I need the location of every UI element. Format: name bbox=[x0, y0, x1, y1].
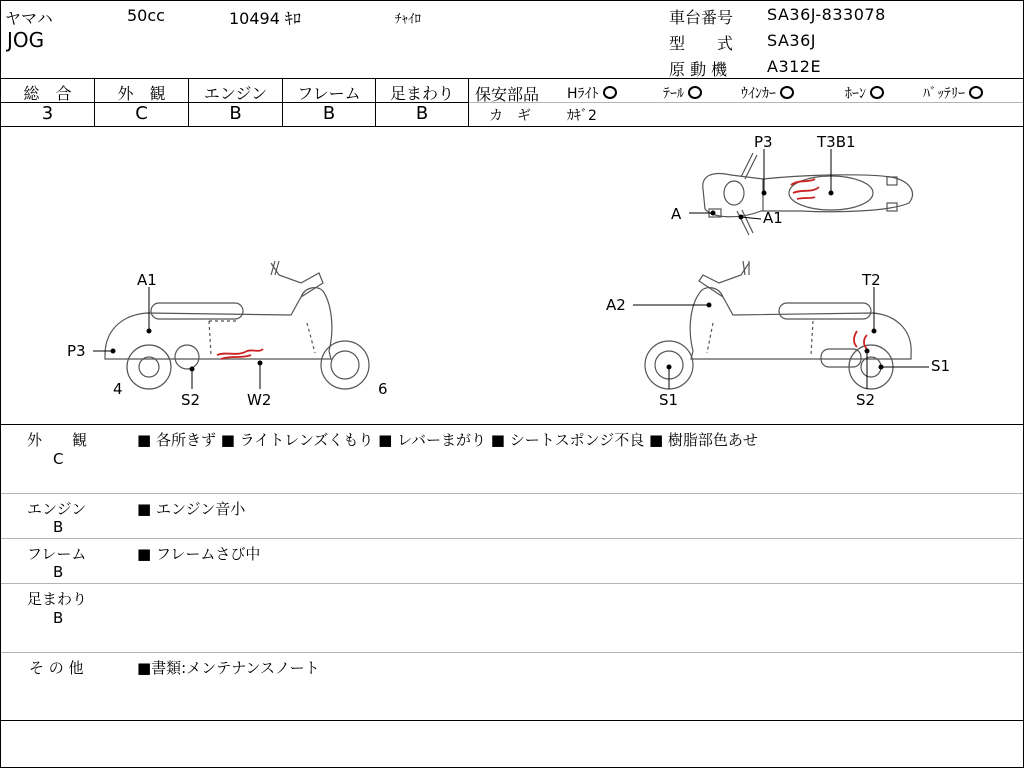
battery-check bbox=[923, 83, 983, 103]
divider bbox=[1, 720, 1023, 721]
headlight-label: Hﾗｲﾄ bbox=[567, 86, 599, 102]
exterior-notes: ■ 各所きず ■ ライトレンズくもり ■ レバーまがり ■ シートスポンジ不良 ■ 樹脂部色あせ bbox=[137, 431, 758, 449]
engine-model-value: A312E bbox=[767, 57, 822, 76]
frame-row-grade: B bbox=[53, 563, 64, 581]
frame-notes: ■ フレームさび中 bbox=[137, 545, 261, 563]
type-value: SA36J bbox=[767, 31, 816, 50]
frame-label: フレーム bbox=[297, 84, 361, 103]
label-a1-top: A1 bbox=[763, 209, 783, 227]
battery-label: ﾊﾞｯﾃﾘｰ bbox=[923, 86, 965, 102]
label-w2: W2 bbox=[247, 391, 272, 409]
engine-model-label: 原 動 機 bbox=[669, 60, 728, 79]
label-s2-left: S2 bbox=[181, 391, 201, 409]
ok-circle-icon bbox=[780, 86, 794, 99]
exterior-grade: C bbox=[135, 103, 148, 124]
suspension-label: 足まわり bbox=[389, 84, 454, 103]
label-a1-left: A1 bbox=[137, 271, 157, 289]
other-notes: ■書類:メンテナンスノート bbox=[137, 659, 320, 677]
leader-lines bbox=[93, 149, 929, 389]
engine-grade: B bbox=[229, 103, 242, 124]
horn-check bbox=[845, 83, 884, 103]
frame-no-value: SA36J-833078 bbox=[767, 5, 886, 24]
divider bbox=[468, 78, 469, 126]
label-t2: T2 bbox=[862, 271, 881, 289]
label-t3b1: T3B1 bbox=[817, 133, 856, 151]
winker-label: ｳｲﾝｶｰ bbox=[741, 86, 776, 102]
engine-notes: ■ エンジン音小 bbox=[137, 500, 246, 518]
engine-row-label: エンジン bbox=[27, 500, 87, 518]
divider bbox=[1, 538, 1023, 539]
suspension-row-label: 足まわり bbox=[27, 590, 88, 608]
ok-circle-icon bbox=[969, 86, 983, 99]
frame-grade: B bbox=[322, 103, 336, 124]
label-s1-right: S1 bbox=[931, 357, 951, 375]
ok-circle-icon bbox=[603, 86, 617, 99]
tail-check bbox=[663, 83, 702, 103]
divider bbox=[1, 583, 1023, 584]
engine-label: エンジン bbox=[203, 84, 268, 103]
label-4: 4 bbox=[113, 380, 123, 398]
suspension-row-grade: B bbox=[53, 609, 64, 627]
type-label: 型 式 bbox=[669, 34, 734, 53]
tail-label: ﾃｰﾙ bbox=[663, 86, 684, 102]
divider bbox=[1, 652, 1023, 653]
top-view-scooter bbox=[703, 153, 913, 235]
damage-diagram bbox=[1, 127, 1023, 424]
damage-marks bbox=[217, 179, 867, 359]
exterior-row-label: 外 観 bbox=[27, 431, 88, 449]
divider bbox=[1, 424, 1023, 425]
label-a-top: A bbox=[671, 205, 682, 223]
ok-circle-icon bbox=[870, 86, 884, 99]
overall-label: 総 合 bbox=[23, 84, 72, 103]
displacement: 50cc bbox=[127, 6, 165, 25]
mileage: 10494 ｷﾛ bbox=[229, 9, 301, 28]
label-a2: A2 bbox=[606, 296, 626, 314]
maker: ヤマハ bbox=[5, 9, 53, 28]
frame-row-label: フレーム bbox=[27, 545, 87, 563]
label-s1-bottom: S1 bbox=[659, 391, 679, 409]
other-row-label: そ の 他 bbox=[29, 659, 84, 677]
suspension-grade: B bbox=[415, 103, 429, 124]
label-p3-left: P3 bbox=[67, 342, 86, 360]
model-name: JOG bbox=[7, 28, 45, 52]
divider bbox=[1, 78, 1023, 79]
key-value: ｶｷﾞ2 bbox=[567, 108, 597, 124]
safety-parts-label: 保安部品 bbox=[475, 85, 540, 104]
exterior-row-grade: C bbox=[53, 450, 64, 468]
horn-label: ﾎｰﾝ bbox=[845, 86, 866, 102]
label-p3-top: P3 bbox=[754, 133, 773, 151]
frame-no-label: 車台番号 bbox=[669, 8, 734, 27]
label-s2-right: S2 bbox=[856, 391, 876, 409]
label-6: 6 bbox=[378, 380, 388, 398]
headlight-check bbox=[567, 83, 617, 103]
overall-grade: 3 bbox=[41, 103, 54, 124]
key-label: カ ギ bbox=[489, 108, 531, 124]
divider bbox=[1, 493, 1023, 494]
engine-row-grade: B bbox=[53, 518, 64, 536]
ok-circle-icon bbox=[688, 86, 702, 99]
color: ﾁｬｲﾛ bbox=[395, 12, 421, 27]
winker-check bbox=[741, 83, 794, 103]
exterior-label: 外 観 bbox=[117, 84, 166, 103]
